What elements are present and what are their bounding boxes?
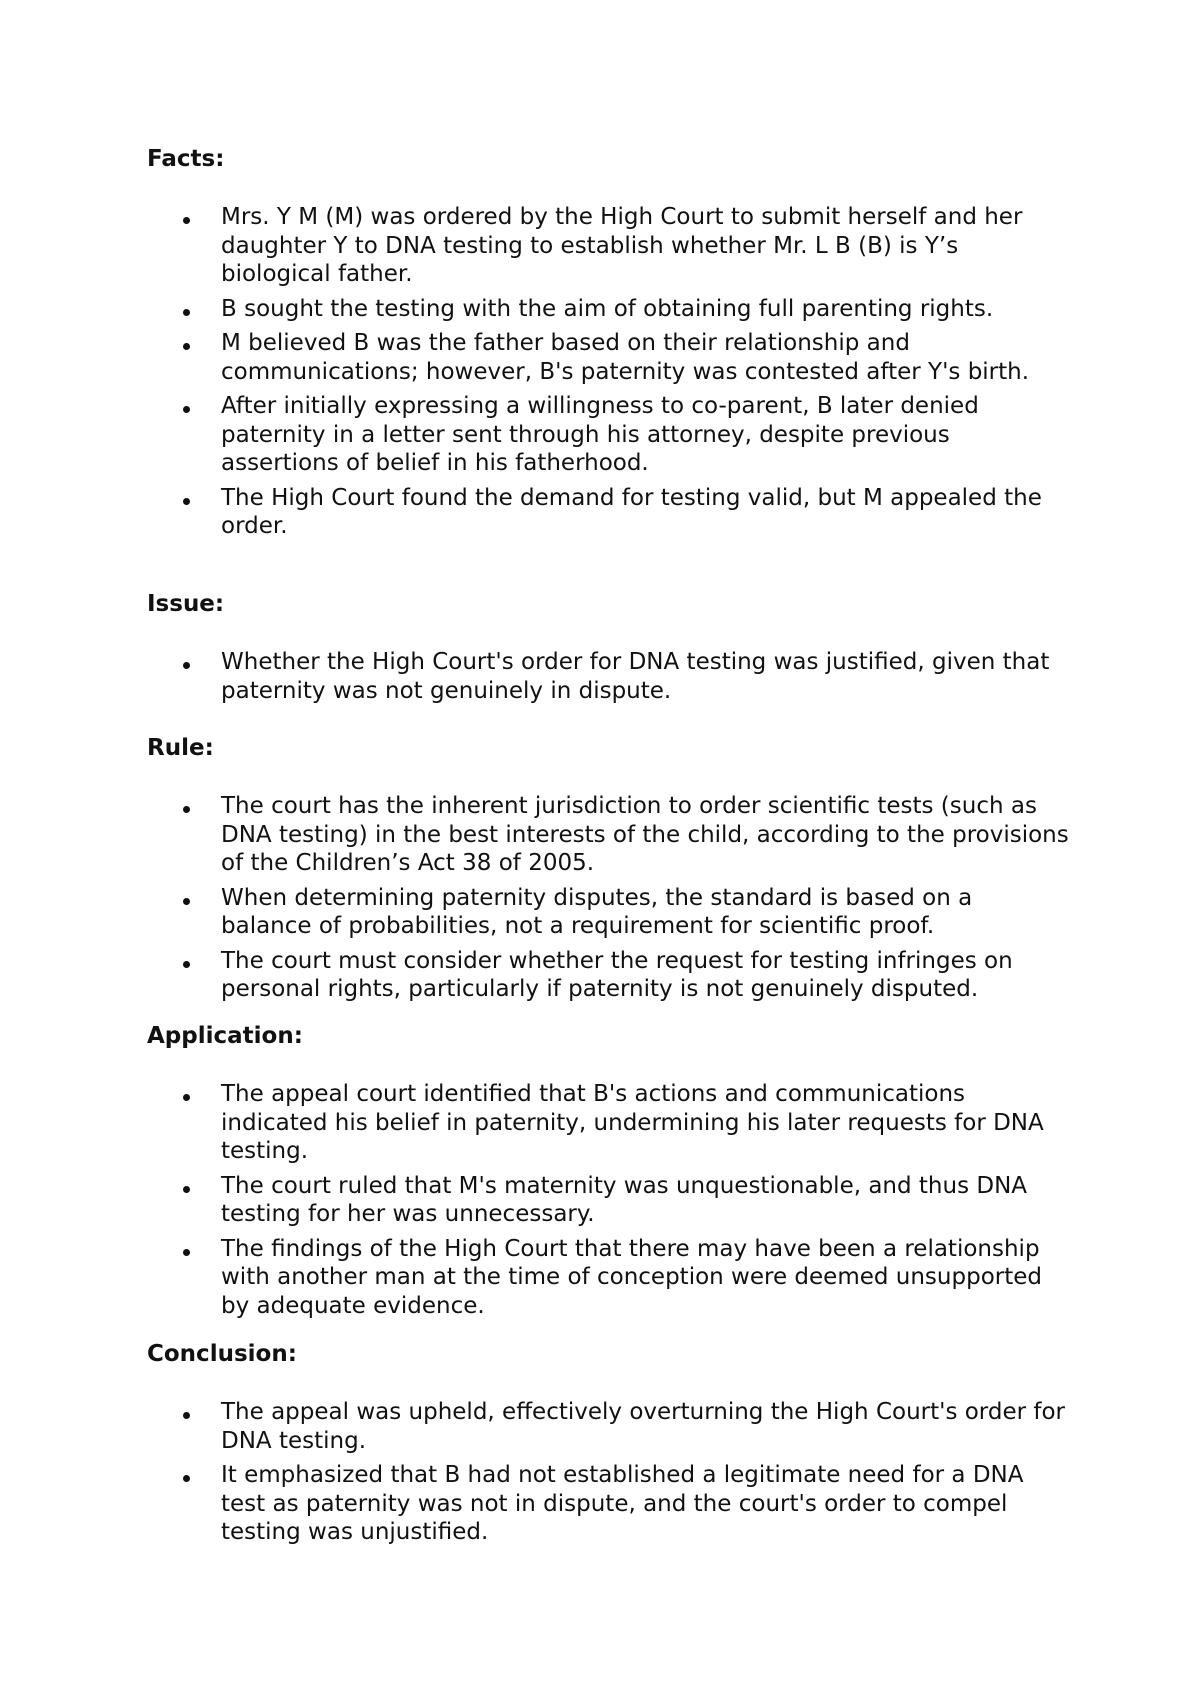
bullet-icon [183,1186,190,1193]
list-item [0,484,1200,541]
bullet-icon [183,309,190,316]
bullet-icon [183,1249,190,1256]
section-heading-rule: Rule: [147,735,214,761]
bullet-icon [183,217,190,224]
bullet-icon [183,806,190,813]
section-heading-conclusion: Conclusion: [147,1341,297,1367]
bullet-icon [183,1094,190,1101]
bullet-icon [183,662,190,669]
list-item-text: The court has the inherent jurisdiction to order scientific tests (such as DNA testing) in the best interests of the child, according to the provisions of the Children’s Act 38 of 2005. [221,793,1069,876]
list-item [0,947,1200,1004]
list-item-text: It emphasized that B had not established a legitimate need for a DNA test as paternity was not in dispute, and the court's order to compel testing was unjustified. [221,1462,1024,1545]
list-item-text: The appeal was upheld, effectively overturning the High Court's order for DNA testing. [221,1399,1066,1454]
list-item-text: The court must consider whether the request for testing infringes on personal rights, particularly if paternity is not genuinely disputed. [221,947,1013,1002]
list-item-text: M believed B was the father based on their relationship and communications; however, B's paternity was contested after Y's birth. [221,330,1030,385]
bullet-icon [183,406,190,413]
bullet-icon [183,898,190,905]
section-heading-application: Application: [147,1023,303,1049]
list-item-text: The court ruled that M's maternity was unquestionable, and thus DNA testing for her was unnecessary. [221,1172,1028,1227]
list-item [0,648,1200,705]
facts-list [0,203,1200,547]
rule-list [0,792,1200,1010]
list-item [0,884,1200,941]
bullet-icon [183,343,190,350]
application-list [0,1080,1200,1326]
list-item-text: When determining paternity disputes, the standard is based on a balance of probabilities, not a requirement for scientific proof. [221,884,973,939]
bullet-icon [183,961,190,968]
conclusion-list [0,1398,1200,1553]
list-item [0,295,1200,324]
list-item-text: The High Court found the demand for testing valid, but M appealed the order. [221,484,1042,539]
list-item [0,203,1200,289]
section-heading-issue: Issue: [147,591,225,617]
list-item [0,1398,1200,1455]
list-item-text: B sought the testing with the aim of obtaining full parenting rights. [221,295,994,322]
list-item [0,392,1200,478]
list-item [0,792,1200,878]
list-item-text: The findings of the High Court that there may have been a relationship with another man at the time of conception were deemed unsupported by adequate evidence. [221,1235,1042,1319]
section-heading-facts: Facts: [147,146,225,172]
list-item [0,1172,1200,1229]
list-item [0,1461,1200,1547]
bullet-icon [183,498,190,505]
list-item-text: Whether the High Court's order for DNA testing was justified, given that paternity was not genuinely in dispute. [221,649,1050,704]
issue-list [0,648,1200,711]
bullet-icon [183,1412,190,1419]
list-item [0,329,1200,386]
list-item-text: After initially expressing a willingness to co-parent, B later denied paternity in a letter sent through his attorney, despite previous assertions of belief in his fatherhood. [221,393,979,476]
list-item [0,1080,1200,1166]
bullet-icon [183,1475,190,1482]
list-item-text: The appeal court identified that B's actions and communications indicated his belief in paternity, undermining his later requests for DNA testing. [221,1081,1044,1164]
list-item-text: Mrs. Y M (M) was ordered by the High Court to submit herself and her daughter Y to DNA testing to establish whether Mr. L B (B) is Y’s biological father. [221,204,1023,287]
list-item [0,1235,1200,1321]
